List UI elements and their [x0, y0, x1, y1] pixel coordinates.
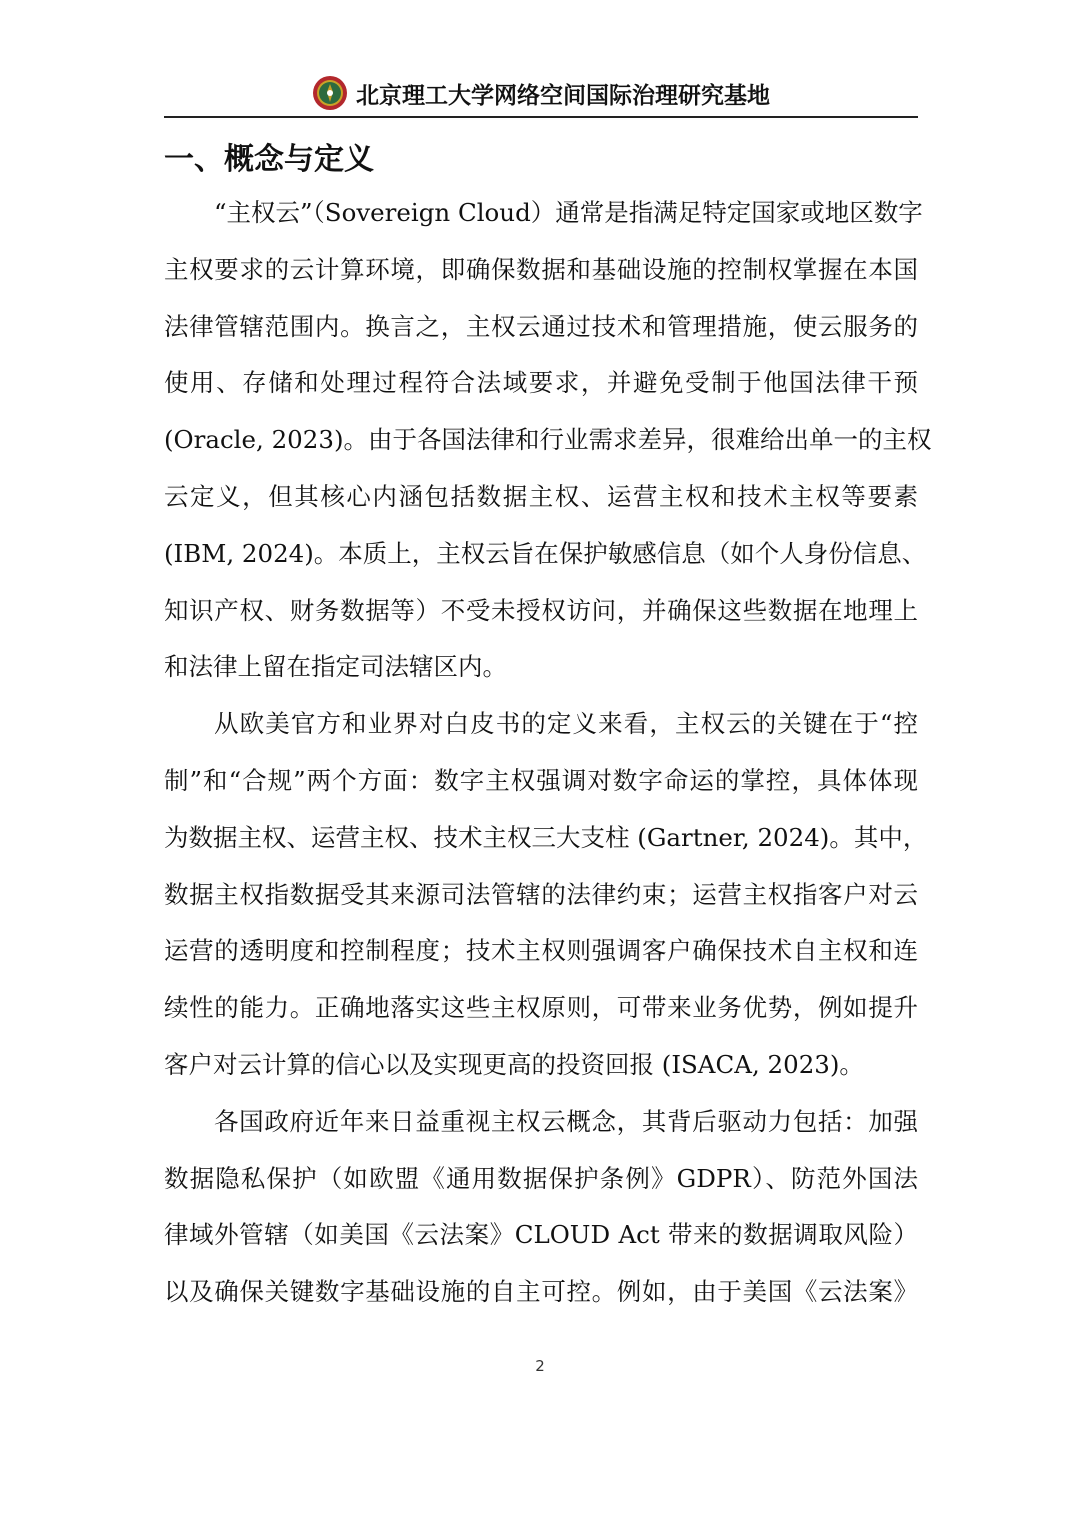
paragraph-1-line: 主权要求的云计算环境，即确保数据和基础设施的控制权掌握在本国 — [164, 254, 918, 284]
page-number: 2 — [535, 1357, 545, 1375]
paragraph-2-line: 从欧美官方和业界对白皮书的定义来看，主权云的关键在于“控 — [214, 709, 918, 739]
paragraph-1-line: 法律管辖范围内。换言之，主权云通过技术和管理措施，使云服务的 — [164, 311, 918, 341]
paragraph-3-line: 以及确保关键数字基础设施的自主可控。例如，由于美国《云法案》 — [164, 1277, 918, 1307]
paragraph-2-line: 为数据主权、运营主权、技术主权三大支柱 (Gartner, 2024)。其中， — [164, 822, 928, 852]
university-logo-icon — [312, 75, 348, 111]
paragraph-1-line: 和法律上留在指定司法辖区内。 — [164, 652, 507, 682]
paragraph-1-line: (IBM, 2024)。本质上，主权云旨在保护敏感信息（如个人身份信息、 — [164, 538, 927, 568]
paragraph-2-line: 续性的能力。正确地落实这些主权原则，可带来业务优势，例如提升 — [164, 993, 918, 1023]
paragraph-2-line: 数据主权指数据受其来源司法管辖的法律约束；运营主权指客户对云 — [164, 879, 918, 909]
paragraph-3-line: 律域外管辖（如美国《云法案》CLOUD Act 带来的数据调取风险） — [164, 1220, 918, 1250]
paragraph-2-line: 客户对云计算的信心以及实现更高的投资回报 (ISACA, 2023)。 — [164, 1050, 864, 1079]
header-title: 北京理工大学网络空间国际治理研究基地 — [356, 82, 770, 109]
page-header — [164, 70, 918, 118]
paragraph-2-line: 制”和“合规”两个方面：数字主权强调对数字命运的掌控，具体体现 — [164, 766, 918, 795]
section-title: 一、概念与定义 — [164, 142, 374, 177]
paragraph-1-line: (Oracle, 2023)。由于各国法律和行业需求差异，很难给出单一的主权 — [164, 425, 932, 455]
paragraph-3-line: 各国政府近年来日益重视主权云概念，其背后驱动力包括：加强 — [214, 1106, 918, 1136]
paragraph-1-line: “主权云”（Sovereign Cloud）通常是指满足特定国家或地区数字 — [214, 198, 923, 227]
paragraph-1-line: 云定义，但其核心内涵包括数据主权、运营主权和技术主权等要素 — [164, 482, 918, 511]
paragraph-2-line: 运营的透明度和控制程度；技术主权则强调客户确保技术自主权和连 — [164, 936, 918, 966]
paragraph-1-line: 使用、存储和处理过程符合法域要求，并避免受制于他国法律干预 — [164, 368, 918, 398]
paragraph-3-line: 数据隐私保护（如欧盟《通用数据保护条例》GDPR）、防范外国法 — [164, 1163, 918, 1193]
paragraph-1-line: 知识产权、财务数据等）不受未授权访问，并确保这些数据在地理上 — [164, 595, 918, 625]
